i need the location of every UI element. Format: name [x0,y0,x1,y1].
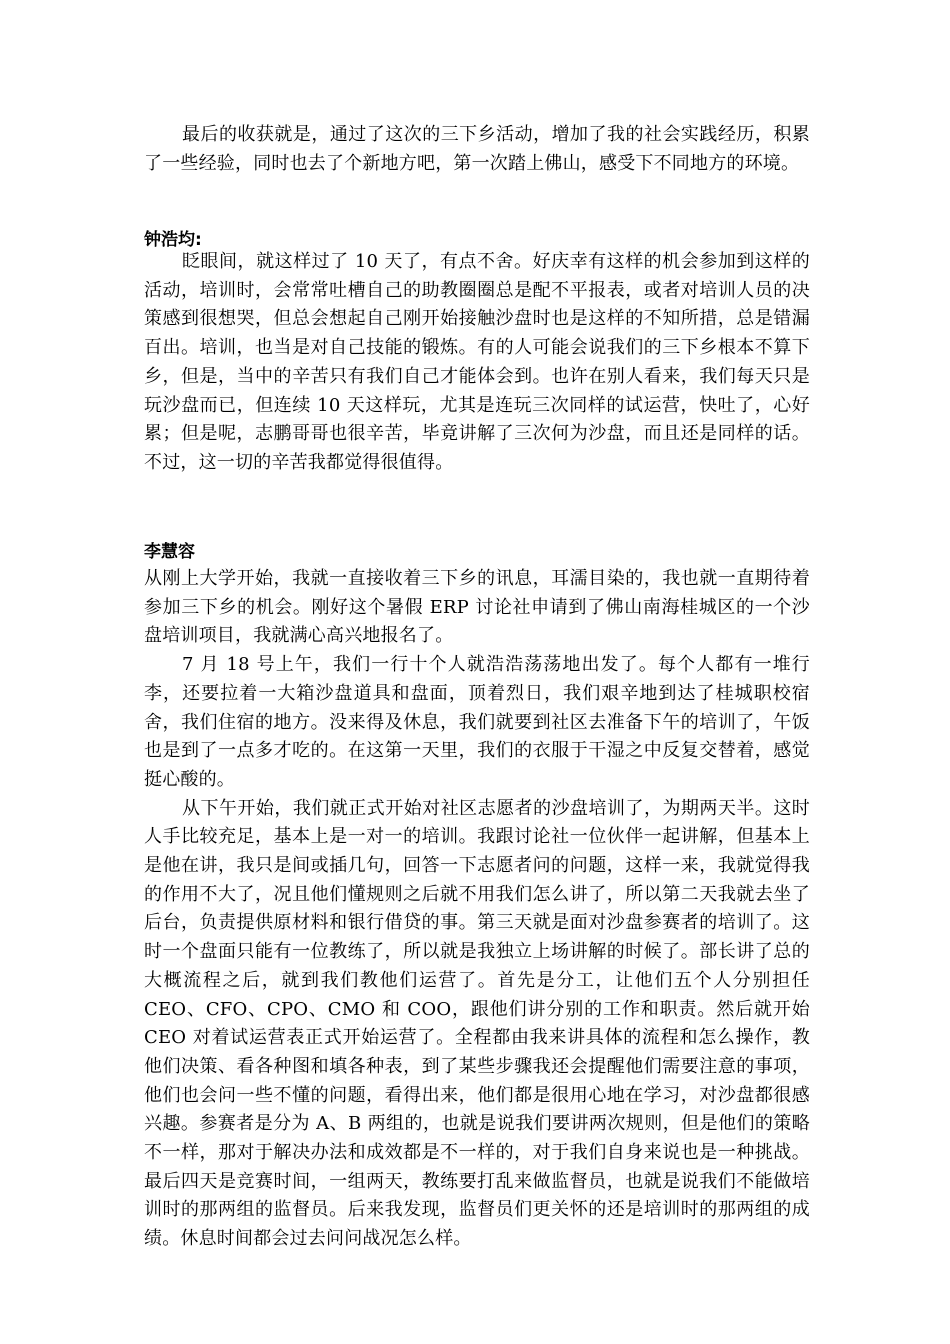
section-heading-zhong-haojun: 钟浩均: [144,230,202,250]
section-paragraph: 7 月 18 号上午，我们一行十个人就浩浩荡荡地出发了。每个人都有一堆行李，还要拉着一大箱沙盘道具和盘面，顶着烈日，我们艰辛地到达了桂城职校宿舍，我们住宿的地方。没来得及休息，我们就要到社区去准备下午的培训了，午饭也是到了一点多才吃的。在这第一天里，我们的衣服于干湿之中反复交替着，感觉挺心酸的。 [144,654,810,790]
section-paragraph: 从刚上大学开始，我就一直接收着三下乡的讯息，耳濡目染的，我也就一直期待着参加三下乡的机会。刚好这个暑假 ERP 讨论社申请到了佛山南海桂城区的一个沙盘培训项目，我就满心高兴地报名了。 [144,568,810,647]
intro-paragraph: 最后的收获就是，通过了这次的三下乡活动，增加了我的社会实践经历，积累了一些经验，同时也去了个新地方吧，第一次踏上佛山，感受下不同地方的环境。 [144,124,810,174]
section-paragraph: 眨眼间，就这样过了 10 天了，有点不舍。好庆幸有这样的机会参加到这样的活动，培训时，会常常吐槽自己的助教圈圈总是配不平报表，或者对培训人员的决策感到很想哭，但总会想起自己刚开始接触沙盘时也是这样的不知所措，总是错漏百出。培训，也当是对自己技能的锻炼。有的人可能会说我们的三下乡根本不算下乡，但是，当中的辛苦只有我们自己才能体会到。也许在别人看来，我们每天只是玩沙盘而已，但连续 10 天这样玩，尤其是连玩三次同样的试运营，快吐了，心好累；但是呢，志鹏哥哥也很辛苦，毕竟讲解了三次何为沙盘，而且还是同样的话。不过，这一切的辛苦我都觉得很值得。 [144,251,810,473]
section-zhong-haojun [144,248,810,478]
section-paragraph: 从下午开始，我们就正式开始对社区志愿者的沙盘培训了，为期两天半。这时人手比较充足，基本上是一对一的培训。我跟讨论社一位伙伴一起讲解，但基本上是他在讲，我只是间或插几句，回答一下志愿者问的问题，这样一来，我就觉得我的作用不大了，况且他们懂规则之后就不用我们怎么讲了，所以第二天我就去坐了后台，负责提供原材料和银行借贷的事。第三天就是面对沙盘参赛者的培训了。这时一个盘面只能有一位教练了，所以就是我独立上场讲解的时候了。部长讲了总的大概流程之后，就到我们教他们运营了。首先是分工，让他们五个人分别担任 CEO、CFO、CPO、CMO 和 COO，跟他们讲分别的工作和职责。然后就开始 CEO 对着试运营表正式开始运营了。全程都由我来讲具体的流程和怎么操作，教他们决策、看各种图和填各种表，到了某些步骤我还会提醒他们需要注意的事项，他们也会问一些不懂的问题，看得出来，他们都是很用心地在学习，对沙盘都很感兴趣。参赛者是分为 A、B 两组的，也就是说我们要讲两次规则，但是他们的策略不一样，那对于解决办法和成效都是不一样的，对于我们自身来说也是一种挑战。最后四天是竞赛时间，一组两天，教练要打乱来做监督员，也就是说我们不能做培训时的那两组的监督员。后来我发现，监督员们更关怀的还是培训时的那两组的成绩。休息时间都会过去问问战况怎么样。 [144,797,810,1250]
intro-section [144,121,810,178]
section-heading-li-huirong: 李慧容 [144,542,195,562]
section-li-huirong [144,565,810,1254]
